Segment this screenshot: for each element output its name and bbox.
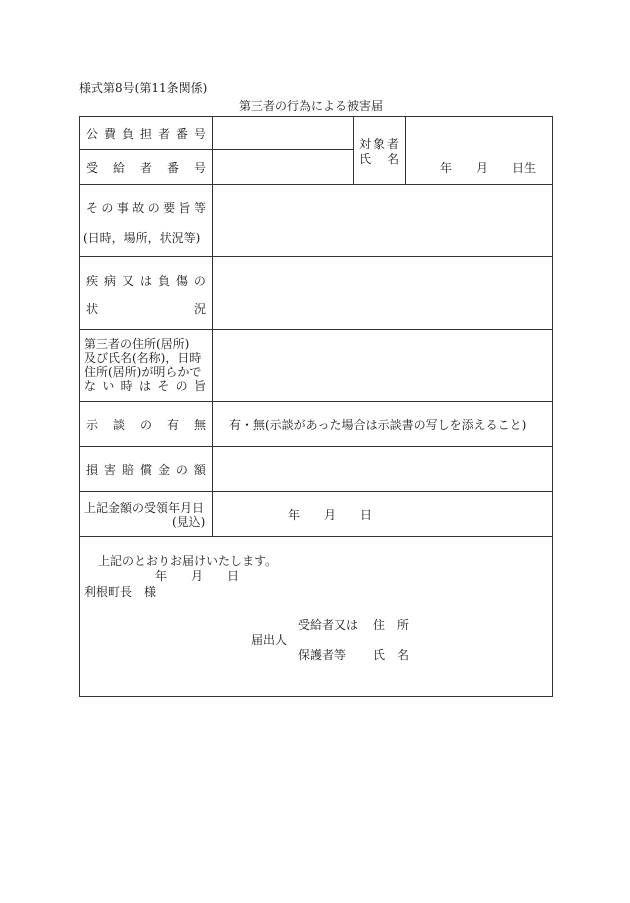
- accident-summary-label: そ の 事 故 の 要 旨 等: [86, 201, 206, 215]
- declaration-date: 年 月 日: [155, 569, 240, 583]
- recipient-number-label: 受 給 者 番 号: [86, 161, 206, 175]
- settlement-value: 有・無(示談があった場合は示談書の写しを添えること): [229, 418, 527, 432]
- address-label: 住 所: [373, 618, 410, 632]
- receipt-date-label: 上記金額の受領年月日: [84, 501, 205, 515]
- illness-label: 疾 病 又 は 負 傷 の: [86, 274, 206, 288]
- settlement-label: 示 談 の 有 無: [86, 418, 206, 432]
- third-party-label-4: な い 時 は そ の 旨: [84, 379, 206, 393]
- addressee: 利根町長 様: [84, 585, 157, 599]
- recipient-label: 受給者又は: [298, 618, 359, 632]
- form-title: 第三者の行為による被害届: [239, 99, 384, 113]
- accident-summary-note: (日時，場所，状況等): [83, 231, 201, 245]
- notifier-label: 届出人: [251, 633, 288, 647]
- receipt-date-estimate: (見込): [172, 515, 206, 529]
- illness-condition-label: 状 況: [86, 302, 206, 316]
- damages-label: 損 害 賠 償 金 の 額: [86, 463, 206, 477]
- third-party-label-2: 及び氏名(名称)，日時: [84, 351, 202, 365]
- guardian-label: 保護者等: [298, 648, 347, 662]
- subject-label: 対 象 者: [359, 137, 399, 151]
- birth-date: 年 月 日生: [440, 161, 537, 175]
- declaration-statement: 上記のとおりお届けいたします。: [98, 554, 278, 568]
- third-party-label-1: 第三者の住所(居所): [84, 337, 190, 351]
- third-party-label-3: 住所(居所)が明らかで: [84, 365, 202, 379]
- receipt-date-value: 年 月 日: [288, 508, 373, 522]
- insurer-number-label: 公 費 負 担 者 番 号: [86, 127, 206, 141]
- name-label: 氏 名: [373, 648, 410, 662]
- subject-name-label: 氏 名: [359, 152, 399, 166]
- form-number: 様式第8号(第11条関係): [79, 81, 208, 95]
